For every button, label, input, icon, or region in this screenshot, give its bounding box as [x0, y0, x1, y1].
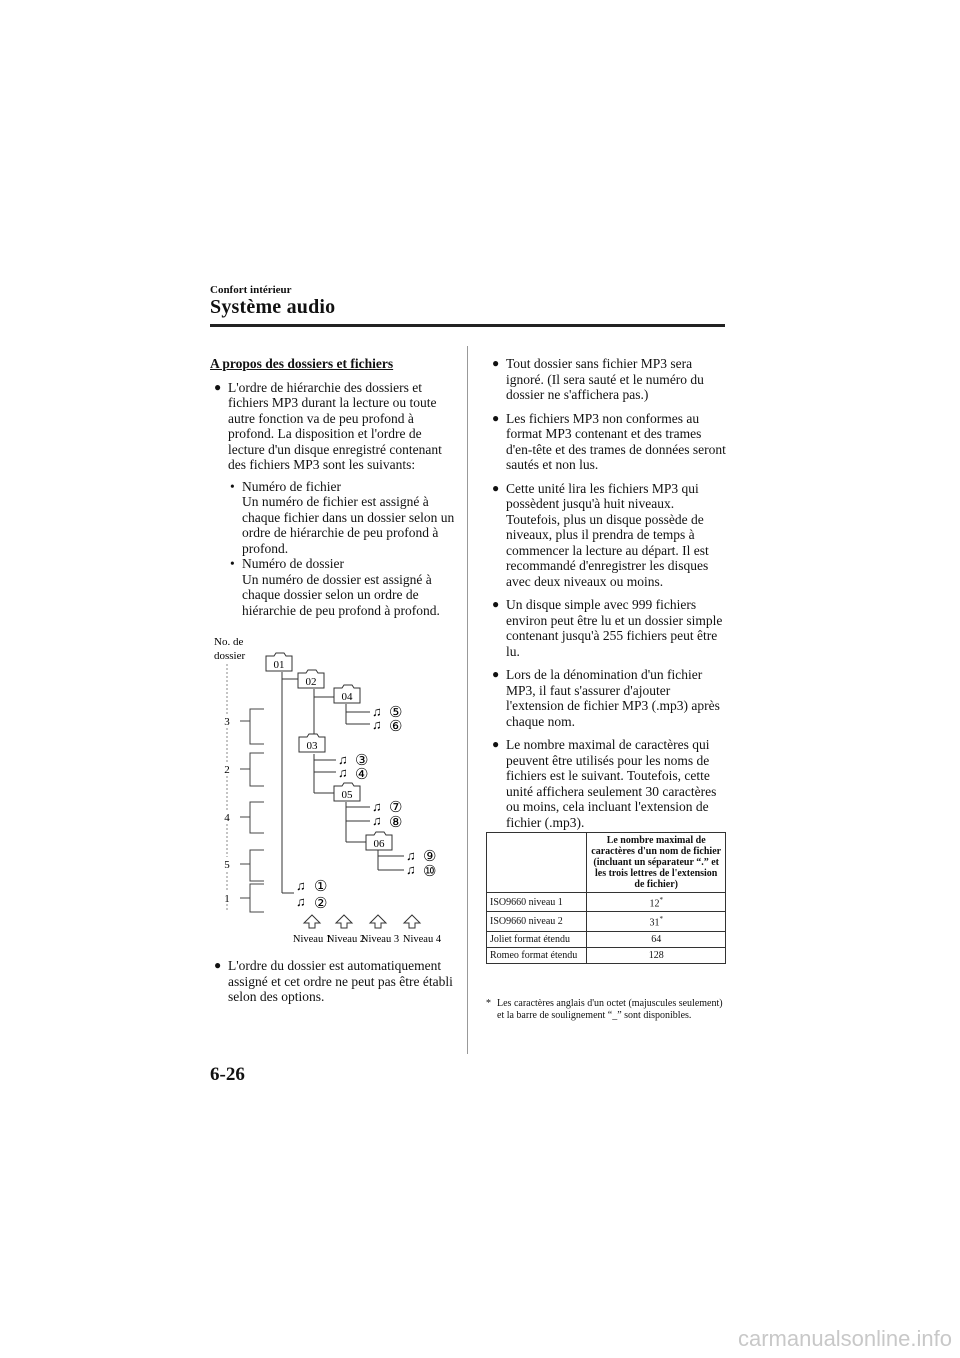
- sub-item-text: Un numéro de fichier est assigné à chaque fichier dans un dossier selon un ordre de hiérarchie de peu profond à profond.: [242, 494, 455, 556]
- folder-number-3: [220, 709, 264, 744]
- format-cell: Joliet format étendu: [487, 931, 587, 947]
- bullet-text: Le nombre maximal de caractères qui peuvent être utilisés pour les noms de fichiers est le suivant. Toutefois, cette unité affichera seulement 30 caractères ou moins, cela incluant l'extension de fichier (.mp3).: [506, 737, 717, 830]
- right-column: [488, 356, 728, 838]
- left-bullet-list-2: [210, 958, 460, 1013]
- table-row: [487, 912, 726, 931]
- svg-text:06: 06: [373, 838, 385, 850]
- table-row: [487, 893, 726, 912]
- up-arrow-icon: [370, 915, 386, 928]
- file-number: ⑥: [389, 719, 403, 735]
- folder-icon: [334, 783, 360, 801]
- level-label: Niveau 3: [360, 934, 400, 945]
- left-column: [210, 356, 455, 626]
- page-number: 6-26: [210, 1064, 245, 1085]
- sub-item-title: Numéro de fichier: [242, 478, 341, 494]
- up-arrow-icon: [336, 915, 352, 928]
- left-bullet-list: [210, 380, 455, 619]
- level-arrows: [304, 915, 420, 928]
- svg-text:05: 05: [341, 789, 353, 801]
- folder-number-caption: No. de: [214, 636, 244, 648]
- page-title: Système audio: [210, 296, 336, 318]
- music-note-icon: ♫: [296, 894, 306, 909]
- value-cell: 64: [587, 931, 726, 947]
- level-labels: [293, 934, 442, 945]
- music-note-icon: ♫: [296, 878, 306, 893]
- bullet-icon: ●: [492, 480, 500, 495]
- folder-hierarchy-diagram: [206, 632, 462, 948]
- table-header: Le nombre maximal de caractères d'un nom de fichier (incluant un séparateur “.” et les trois lettres de l'extension de fichier): [587, 833, 726, 893]
- list-item: [488, 737, 728, 830]
- bullet-text: L'ordre de hiérarchie des dossiers et fichiers MP3 durant la lecture ou toute autre fonction va de peu profond à profond. La disposition et l'ordre de lecture d'un disque enregistré contenant des fichiers MP3 sont les suivants:: [228, 379, 442, 472]
- svg-text:01: 01: [273, 659, 285, 671]
- format-cell: Romeo format étendu: [487, 947, 587, 963]
- file-number: ③: [355, 753, 369, 769]
- sub-list: [228, 479, 455, 619]
- list-item: [210, 380, 455, 619]
- music-note-icon: ♫: [406, 848, 416, 863]
- svg-text:2: 2: [224, 764, 230, 776]
- list-item: [488, 411, 728, 473]
- bullet-icon: ●: [492, 737, 500, 751]
- file-number: ④: [355, 767, 369, 783]
- up-arrow-icon: [304, 915, 320, 928]
- file-number: ⑤: [389, 705, 403, 721]
- folder-icon: [299, 734, 325, 752]
- folder-icon: [266, 653, 292, 671]
- file-number: ②: [314, 896, 328, 912]
- bullet-icon: ●: [492, 356, 500, 370]
- list-item: [488, 597, 728, 659]
- bullet-icon: ●: [214, 958, 222, 972]
- sub-bullet-icon: •: [230, 556, 235, 571]
- sub-bullet-icon: •: [230, 478, 235, 494]
- music-note-icon: ♫: [372, 717, 382, 732]
- level-label: Niveau 2: [326, 934, 366, 945]
- file-number: ⑩: [423, 864, 437, 880]
- list-item: [488, 481, 728, 590]
- level-label: Niveau 1: [292, 934, 332, 945]
- level-label: Niveau 4: [402, 934, 442, 945]
- bullet-text: L'ordre du dossier est automatiquement assigné et cet ordre ne peut pas être établi selon des options.: [228, 958, 453, 1004]
- max-characters-table: [486, 832, 726, 964]
- svg-text:1: 1: [224, 893, 230, 905]
- file-number: ⑦: [389, 800, 403, 816]
- table-header-row: [487, 833, 726, 893]
- bullet-icon: ●: [492, 667, 500, 681]
- file-number: ⑧: [389, 815, 403, 831]
- sub-item-title: Numéro de dossier: [242, 556, 344, 571]
- up-arrow-icon: [404, 915, 420, 928]
- bullet-text: Lors de la dénomination d'un fichier MP3, il faut s'assurer d'ajouter l'extension de fichier MP3 (.mp3) après chaque nom.: [506, 667, 720, 729]
- list-item: [488, 356, 728, 403]
- footnote-marker: *: [486, 998, 491, 1009]
- svg-text:04: 04: [341, 691, 353, 703]
- list-item: [488, 667, 728, 729]
- value-cell: 12*: [587, 893, 726, 912]
- right-bullet-list: [488, 356, 728, 830]
- list-item: [210, 958, 460, 1005]
- table-row: [487, 931, 726, 947]
- music-note-icon: ♫: [372, 813, 382, 828]
- file-number: ⑨: [423, 849, 437, 865]
- value-cell: 31*: [587, 912, 726, 931]
- music-note-icon: ♫: [338, 765, 348, 780]
- bullet-text: Cette unité lira les fichiers MP3 qui possèdent jusqu'à huit niveaux. Toutefois, plus un disque possède de niveaux, plus il prendra de temps à commencer la lecture au départ. Il est recommandé d'enregistrer les disques avec deux niveaux ou moins.: [506, 480, 709, 589]
- svg-text:4: 4: [224, 812, 230, 824]
- footnote-text: Les caractères anglais d'un octet (majuscules seulement) et la barre de soulignement “_” sont disponibles.: [497, 998, 723, 1021]
- value-cell: 128: [587, 947, 726, 963]
- header-rule: [210, 324, 725, 327]
- file-number: ①: [314, 879, 328, 895]
- bullet-text: Un disque simple avec 999 fichiers environ peut être lu et un dossier simple contenant jusqu'à 255 fichiers peut être lu.: [506, 597, 723, 659]
- folder-icon: [366, 832, 392, 850]
- tree-connectors: [282, 672, 404, 893]
- folder-icon: [334, 685, 360, 703]
- sub-item-text: Un numéro de dossier est assigné à chaque dossier selon un ordre de hiérarchie de peu profond à profond.: [242, 571, 440, 618]
- sub-list-item: [228, 479, 455, 557]
- music-note-icon: ♫: [372, 799, 382, 814]
- music-note-icon: ♫: [338, 752, 348, 767]
- folder-icon: [298, 670, 324, 688]
- format-cell: ISO9660 niveau 2: [487, 912, 587, 931]
- bullet-icon: ●: [214, 379, 222, 394]
- column-divider: [467, 346, 468, 1054]
- bullet-icon: ●: [492, 410, 500, 425]
- folder-number-caption: dossier: [214, 650, 246, 662]
- bullet-text: Tout dossier sans fichier MP3 sera ignoré. (Il sera sauté et le numéro du dossier ne s'affichera pas.): [506, 356, 704, 402]
- bullet-text: Les fichiers MP3 non conformes au format MP3 contenant et des trames d'en-tête et des trames de données seront sautés et non lus.: [506, 410, 726, 472]
- bullet-icon: ●: [492, 597, 500, 611]
- svg-text:5: 5: [224, 859, 230, 871]
- format-cell: ISO9660 niveau 1: [487, 893, 587, 912]
- svg-text:3: 3: [224, 716, 230, 728]
- sub-list-item: [228, 556, 455, 618]
- table-corner-cell: [487, 833, 587, 893]
- svg-text:02: 02: [305, 676, 317, 688]
- footnote: [486, 998, 726, 1022]
- watermark: carmanualsonline.info: [737, 1326, 952, 1351]
- music-note-icon: ♫: [406, 862, 416, 877]
- svg-text:03: 03: [306, 740, 318, 752]
- music-note-icon: ♫: [372, 704, 382, 719]
- subheading: A propos des dossiers et fichiers: [210, 356, 394, 371]
- section-kicker: Confort intérieur: [210, 284, 292, 296]
- table-row: [487, 947, 726, 963]
